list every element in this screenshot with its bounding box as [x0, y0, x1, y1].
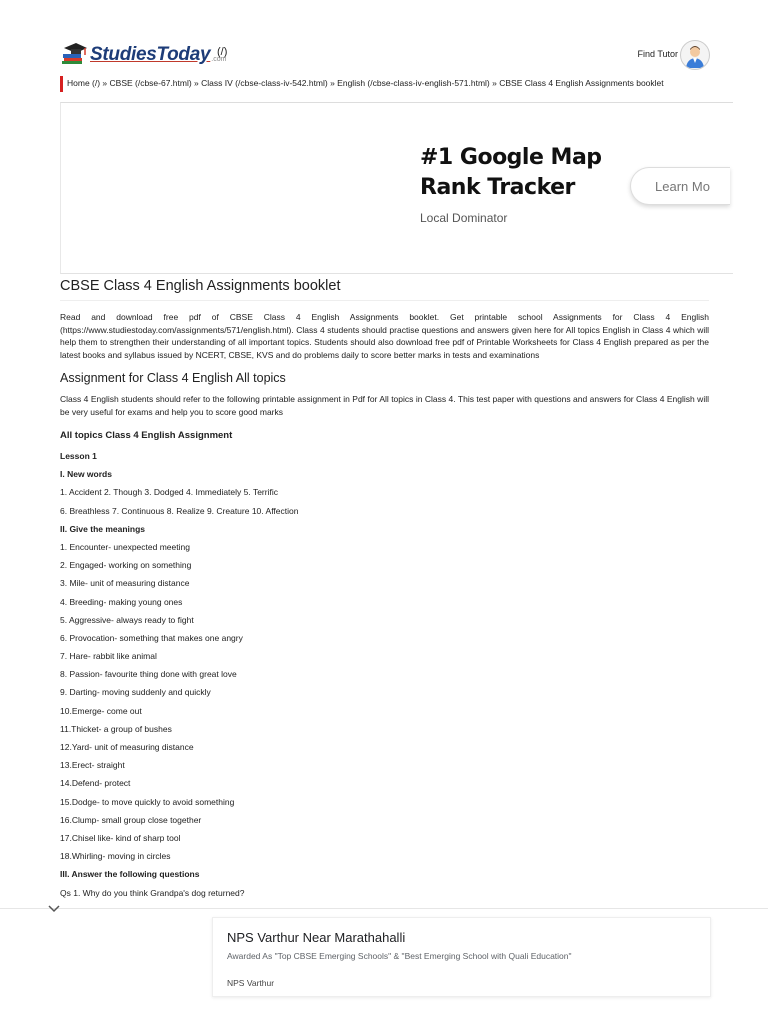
section-intro: Class 4 English students should refer to the following printable assignment in Pdf for All topics in Class 4. This test paper with questions and answers for Class 4 English will be very useful for exams and help you to score good marks	[60, 394, 709, 417]
list-item: 4. Breeding- making young ones	[60, 596, 183, 607]
main-content	[60, 278, 709, 902]
list-heading: I. New words	[60, 469, 112, 480]
list-heading: II. Give the meanings	[60, 523, 146, 534]
list-item: 18.Whirling- moving in circles	[60, 851, 171, 862]
bottom-ad-title[interactable]: NPS Varthur Near Marathahalli	[227, 930, 406, 945]
user-avatar-icon[interactable]	[680, 40, 710, 70]
ad-headline-line2: Rank Tracker	[420, 175, 575, 200]
list-item: 16.Clump- small group close together	[60, 814, 202, 825]
list-item: 17.Chisel like- kind of sharp tool	[60, 832, 181, 843]
assignment-heading: All topics Class 4 English Assignment	[60, 430, 233, 441]
list-item: 6. Breathless 7. Continuous 8. Realize 9. Creature 10. Affection	[60, 505, 299, 516]
breadcrumb[interactable]: Home (/) » CBSE (/cbse-67.html) » Class IV (/cbse-class-iv-542.html) » English (/cbse-class-iv-english-571.html) » CBSE Class 4 English Assignments booklet	[60, 76, 664, 92]
page-title: CBSE Class 4 English Assignments booklet	[60, 278, 709, 301]
advertisement-banner[interactable]	[60, 102, 733, 274]
list-item: Qs 1. Why do you think Grandpa's dog returned?	[60, 887, 245, 898]
bottom-ad-bar	[0, 908, 768, 1025]
list-item: 5. Aggressive- always ready to fight	[60, 614, 194, 625]
ad-headline-line1: #1 Google Map	[420, 145, 602, 170]
list-item: 7. Hare- rabbit like animal	[60, 651, 157, 662]
ad-learn-more-button[interactable]: Learn Mo	[630, 167, 730, 205]
site-logo[interactable]	[60, 40, 226, 66]
bottom-advertisement[interactable]	[212, 917, 711, 997]
site-header	[60, 38, 710, 74]
list-item: 12.Yard- unit of measuring distance	[60, 742, 194, 752]
list-item: 9. Darting- moving suddenly and quickly	[60, 687, 211, 698]
ad-subtext: Local Dominator	[420, 211, 508, 225]
list-item: 6. Provocation- something that makes one angry	[60, 632, 243, 643]
list-item: 8. Passion- favourite thing done with great love	[60, 669, 237, 680]
lesson-heading: Lesson 1	[60, 451, 97, 461]
list-item: 2. Engaged- working on something	[60, 560, 192, 571]
logo-suffix: .com	[211, 56, 227, 63]
list-item: 14.Defend- protect	[60, 778, 131, 789]
list-item: 1. Accident 2. Though 3. Dodged 4. Immediately 5. Terrific	[60, 487, 278, 498]
logo-text: StudiesToday	[90, 44, 211, 65]
find-tutor-link[interactable]: Find Tutor	[637, 49, 678, 59]
section-heading: Assignment for Class 4 English All topics	[60, 371, 286, 385]
bottom-ad-brand: NPS Varthur	[227, 978, 275, 988]
home-link-text[interactable]: (/)	[217, 46, 228, 58]
list-item: 1. Encounter- unexpected meeting	[60, 541, 190, 552]
list-item: 10.Emerge- come out	[60, 705, 142, 716]
graduation-cap-icon	[60, 40, 88, 66]
list-item: 3. Mile- unit of measuring distance	[60, 578, 190, 589]
list-item: 13.Erect- straight	[60, 760, 125, 771]
assignment-list	[60, 447, 709, 902]
ad-headline	[420, 143, 602, 203]
list-item: 15.Dodge- to move quickly to avoid something	[60, 796, 235, 807]
list-item: 11.Thicket- a group of bushes	[60, 723, 172, 734]
intro-paragraph: Read and download free pdf of CBSE Class 4 English Assignments booklet. Get printable school Assignments for Class 4 English (https://www.studiestoday.com/assignments/571/english.html). Class 4 students should practise questions and answers given here for All topics English in Class 4 which will help them to strengthen their understanding of all important topics. Students should also download free pdf of Printable Worksheets for Class 4 English prepared as per the latest books and syllabus issued by NCERT, CBSE, KVS and do problems daily to score better marks in tests and examinations	[60, 312, 709, 360]
chevron-down-icon[interactable]	[47, 901, 61, 911]
list-heading: III. Answer the following questions	[60, 869, 200, 880]
bottom-ad-description: Awarded As "Top CBSE Emerging Schools" & "Best Emerging School with Quali Education"	[227, 951, 572, 961]
